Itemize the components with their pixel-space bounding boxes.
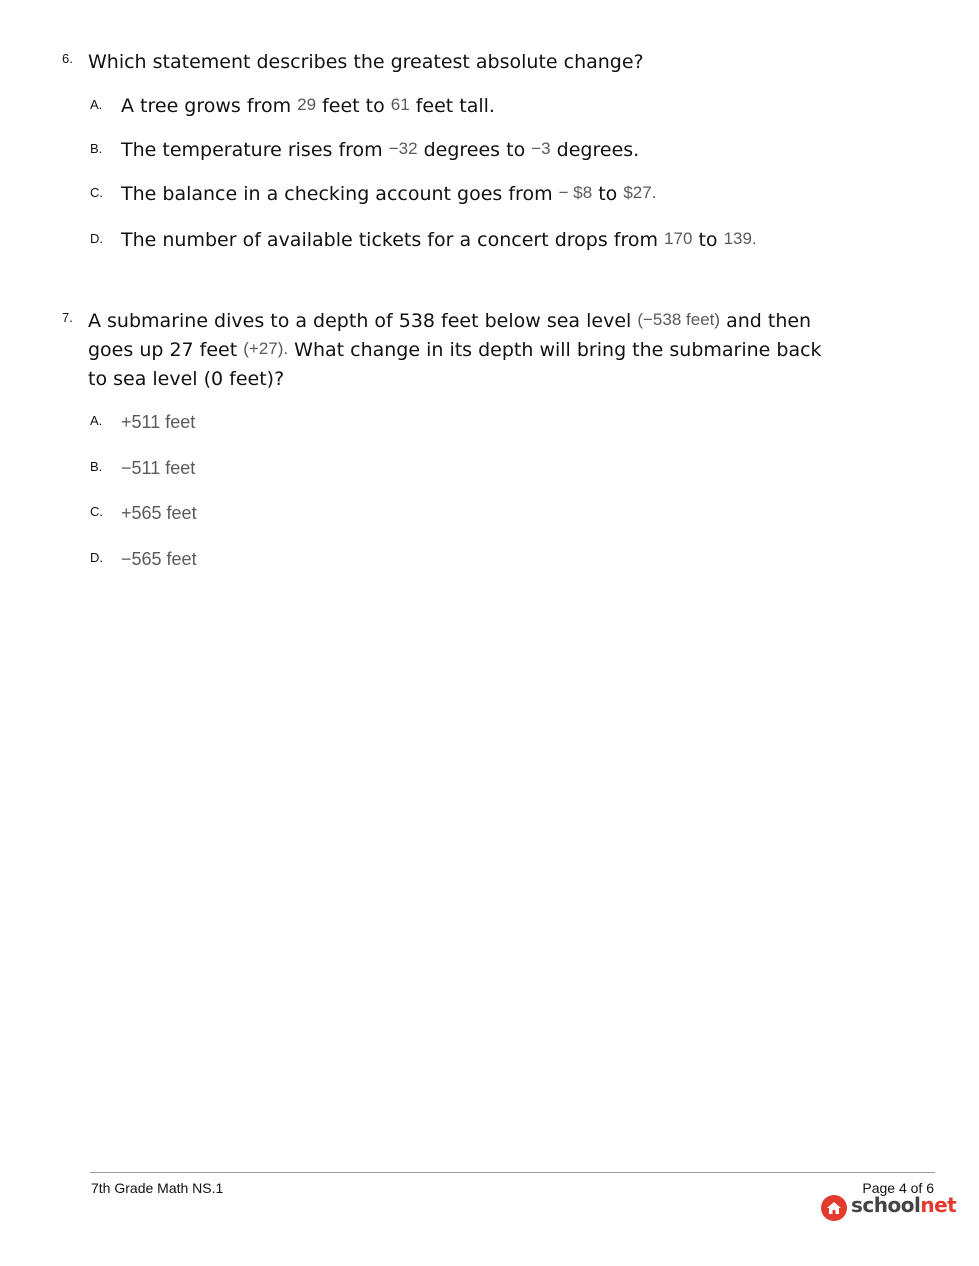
choice-c[interactable] [90, 499, 197, 529]
choice-text: The temperature rises from −32 degrees to −3 degrees. [121, 139, 640, 161]
choice-letter: C. [90, 504, 103, 519]
footer-page-number: Page 4 of 6 [862, 1180, 934, 1196]
choice-d[interactable] [90, 545, 197, 575]
choice-text: +565 feet [121, 503, 197, 523]
footer-divider [90, 1172, 935, 1173]
choice-letter: B. [90, 141, 103, 156]
choice-letter: C. [90, 185, 103, 200]
choice-text: The number of available tickets for a concert drops from 170 to 139. [121, 229, 757, 251]
question-text: A submarine dives to a depth of 538 feet below sea level (−538 feet) and then goes up 27 feet (+27). What change in its depth will bring the submarine back to sea level (0 feet)? [88, 310, 822, 390]
choice-letter: B. [90, 459, 103, 474]
logo-wordmark: schoolnet [851, 1193, 957, 1217]
question-text: Which statement describes the greatest absolute change? [88, 51, 644, 73]
choice-text: +511 feet [121, 412, 196, 432]
choice-text: The balance in a checking account goes from − $8 to $27. [121, 183, 657, 205]
choice-text: −511 feet [121, 458, 196, 478]
footer-course-title: 7th Grade Math NS.1 [91, 1180, 224, 1196]
choice-letter: A. [90, 413, 103, 428]
schoolnet-logo [820, 1193, 957, 1222]
house-icon [820, 1194, 848, 1222]
choice-letter: A. [90, 97, 103, 112]
question-number: 7. [62, 310, 73, 325]
choice-letter: D. [90, 550, 103, 565]
question-number: 6. [62, 51, 73, 66]
math-expression: (−538 feet) [637, 310, 721, 329]
choice-a[interactable] [90, 408, 196, 438]
choice-letter: D. [90, 231, 103, 246]
choice-b[interactable] [90, 454, 196, 484]
choice-text: −565 feet [121, 549, 197, 569]
choice-text: A tree grows from 29 feet to 61 feet tall. [121, 95, 495, 117]
math-expression: (+27). [243, 339, 289, 358]
